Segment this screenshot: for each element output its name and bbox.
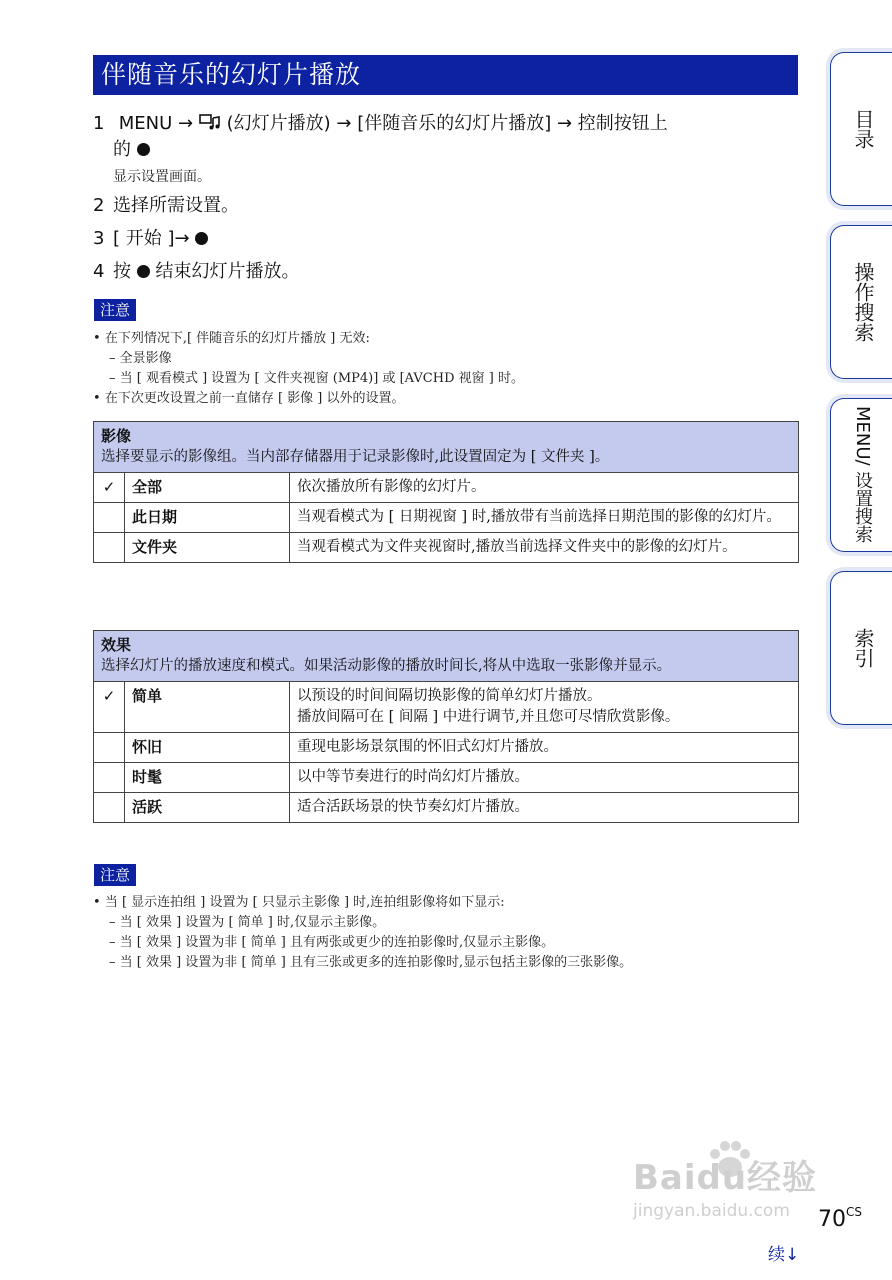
default-check-icon: ✓ <box>94 473 125 503</box>
step-number: 2 <box>93 195 105 216</box>
slideshow-icon <box>199 113 221 131</box>
tab-contents[interactable] <box>830 52 892 206</box>
effects-option-table <box>93 630 799 823</box>
arrow: → <box>556 113 573 134</box>
menu-label: MENU <box>118 113 173 134</box>
note-sub-item: – 当 [ 效果 ] 设置为 [ 简单 ] 时,仅显示主影像。 <box>109 915 386 930</box>
step-number: 1 <box>93 113 105 134</box>
note-label: 注意 <box>94 864 136 886</box>
step-text: [ 开始 ]→ <box>113 228 190 249</box>
table-description: 选择幻灯片的播放速度和模式。如果活动影像的播放时间长,将从中选取一张影像并显示。 <box>101 658 672 674</box>
center-button-icon <box>137 265 150 278</box>
option-description: 适合活跃场景的快节奏幻灯片播放。 <box>290 793 799 823</box>
step-2 <box>93 193 239 219</box>
tab-label: 目录 <box>851 109 875 149</box>
page-suffix: CS <box>846 1205 862 1219</box>
tab-label: 索引 <box>851 628 875 668</box>
center-button-icon <box>195 232 208 245</box>
images-option-table <box>93 421 799 563</box>
menu-item-label: [伴随音乐的幻灯片播放] <box>357 113 552 134</box>
option-description: 以中等节奏进行的时尚幻灯片播放。 <box>290 763 799 793</box>
note-list <box>93 329 803 409</box>
note-bullet: • 当 [ 显示连拍组 ] 设置为 [ 只显示主影像 ] 时,连拍组影像将如下显示: <box>93 895 505 910</box>
option-description: 当观看模式为 [ 日期视窗 ] 时,播放带有当前选择日期范围的影像的幻灯片。 <box>290 503 799 533</box>
continued-label: 续 <box>768 1245 785 1265</box>
table-row[interactable] <box>94 533 799 563</box>
step-3 <box>93 226 208 252</box>
continued-marker[interactable] <box>768 1240 799 1265</box>
watermark <box>633 1150 817 1221</box>
table-header <box>94 422 799 473</box>
watermark-site: jingyan.baidu.com <box>633 1201 790 1221</box>
step-text-pre: 按 <box>113 261 131 282</box>
option-description: 当观看模式为文件夹视窗时,播放当前选择文件夹中的影像的幻灯片。 <box>290 533 799 563</box>
check-cell <box>94 503 125 533</box>
arrow: → <box>178 113 194 134</box>
step-number: 4 <box>93 261 105 282</box>
option-name: 此日期 <box>125 503 290 533</box>
page-number <box>818 1205 862 1232</box>
note-bullet: • 在下次更改设置之前一直储存 [ 影像 ] 以外的设置。 <box>93 391 405 406</box>
center-button-icon <box>137 143 150 156</box>
option-name: 时髦 <box>125 763 290 793</box>
step-text-post: 结束幻灯片播放。 <box>155 261 300 282</box>
table-row[interactable] <box>94 763 799 793</box>
table-description: 选择要显示的影像组。当内部存储器用于记录影像时,此设置固定为 [ 文件夹 ]。 <box>101 449 610 465</box>
option-name: 活跃 <box>125 793 290 823</box>
option-description-line: 以预设的时间间隔切换影像的简单幻灯片播放。 <box>297 688 602 704</box>
tab-operation-search[interactable] <box>830 225 892 379</box>
note-label: 注意 <box>94 299 136 321</box>
tab-menu-settings-search[interactable] <box>830 398 892 552</box>
page-number-value: 70 <box>818 1207 846 1232</box>
note-text: 在下次更改设置之前一直储存 [ 影像 ] 以外的设置。 <box>104 391 405 406</box>
option-description <box>290 682 799 733</box>
step-1-result: 显示设置画面。 <box>113 169 211 185</box>
table-row[interactable] <box>94 682 799 733</box>
note-list <box>93 893 803 973</box>
check-cell <box>94 793 125 823</box>
control-label: 控制按钮上 <box>577 113 668 134</box>
page-title: 伴随音乐的幻灯片播放 <box>93 55 798 95</box>
table-row[interactable] <box>94 733 799 763</box>
note-sub-item: – 当 [ 观看模式 ] 设置为 [ 文件夹视窗 (MP4)] 或 [AVCHD 视窗 ] 时。 <box>109 371 524 386</box>
option-name: 怀旧 <box>125 733 290 763</box>
step-continuation: 的 <box>113 139 131 160</box>
step-4 <box>93 259 299 285</box>
table-title: 效果 <box>101 636 132 654</box>
option-description: 依次播放所有影像的幻灯片。 <box>290 473 799 503</box>
tab-label: MENU/ 设置搜索 <box>852 406 873 544</box>
check-cell <box>94 763 125 793</box>
note-text: 当 [ 显示连拍组 ] 设置为 [ 只显示主影像 ] 时,连拍组影像将如下显示: <box>104 895 505 910</box>
note-bullet: • 在下列情况下,[ 伴随音乐的幻灯片播放 ] 无效: <box>93 331 370 346</box>
option-name: 全部 <box>125 473 290 503</box>
step-number: 3 <box>93 228 105 249</box>
table-row[interactable] <box>94 793 799 823</box>
option-description-line: 播放间隔可在 [ 间隔 ] 中进行调节,并且您可尽情欣赏影像。 <box>297 709 680 725</box>
note-sub-item: – 当 [ 效果 ] 设置为非 [ 简单 ] 且有三张或更多的连拍影像时,显示包括主影像的三张影像。 <box>109 955 633 970</box>
down-arrow-icon: ↓ <box>785 1245 800 1265</box>
slideshow-label: (幻灯片播放) <box>226 113 331 134</box>
table-row[interactable] <box>94 503 799 533</box>
table-header <box>94 631 799 682</box>
option-name: 简单 <box>125 682 290 733</box>
table-title: 影像 <box>101 427 132 445</box>
arrow: → <box>336 113 352 134</box>
table-row[interactable] <box>94 473 799 503</box>
option-name: 文件夹 <box>125 533 290 563</box>
check-cell <box>94 533 125 563</box>
note-text: 在下列情况下,[ 伴随音乐的幻灯片播放 ] 无效: <box>104 331 370 346</box>
note-sub-item: – 全景影像 <box>109 351 172 366</box>
tab-index[interactable] <box>830 571 892 725</box>
watermark-brand: Baidu经验 <box>633 1158 818 1198</box>
option-description: 重现电影场景氛围的怀旧式幻灯片播放。 <box>290 733 799 763</box>
tab-label: 操作搜索 <box>851 262 875 342</box>
note-sub-item: – 当 [ 效果 ] 设置为非 [ 简单 ] 且有两张或更少的连拍影像时,仅显示主影像。 <box>109 935 555 950</box>
step-1 <box>93 111 799 163</box>
check-cell <box>94 733 125 763</box>
step-text: 选择所需设置。 <box>113 195 239 216</box>
default-check-icon: ✓ <box>94 682 125 733</box>
